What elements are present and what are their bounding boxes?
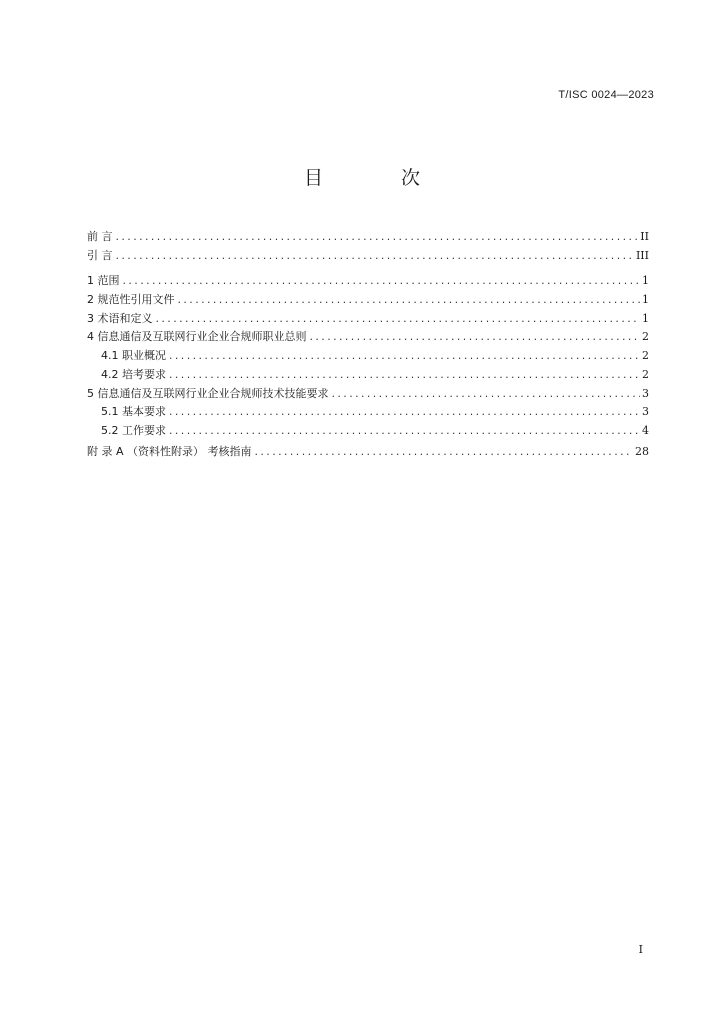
toc-entry-label: 引 言 xyxy=(87,248,113,262)
toc-entry-label: 3 术语和定义 xyxy=(87,311,153,325)
toc-entry-page: 4 xyxy=(642,423,649,437)
toc-entry-section-5-2[interactable] xyxy=(87,422,649,441)
table-of-contents xyxy=(87,228,649,461)
toc-entry-normative-references[interactable] xyxy=(87,291,649,310)
toc-dot-leader xyxy=(169,368,640,381)
document-code: T/ISC 0024—2023 xyxy=(558,89,654,101)
toc-entry-section-4-1[interactable] xyxy=(87,347,649,366)
toc-entry-page: 3 xyxy=(642,386,649,400)
toc-entry-introduction[interactable] xyxy=(87,247,649,266)
toc-dot-leader xyxy=(123,274,641,287)
toc-dot-leader xyxy=(178,293,641,306)
toc-entry-page: II xyxy=(640,230,649,243)
toc-entry-terms[interactable] xyxy=(87,310,649,329)
toc-entry-page: 2 xyxy=(642,349,649,363)
toc-entry-label: 2 规范性引用文件 xyxy=(87,293,175,307)
toc-entry-section-4-2[interactable] xyxy=(87,366,649,385)
toc-entry-appendix-a[interactable] xyxy=(87,443,649,462)
toc-dot-leader xyxy=(310,330,641,343)
toc-entry-page: 2 xyxy=(642,330,649,344)
toc-entry-label: 5.1 基本要求 xyxy=(101,405,166,419)
toc-entry-label: 4.1 职业概况 xyxy=(101,349,166,363)
toc-dot-leader xyxy=(332,387,641,400)
toc-entry-label: 4.2 培考要求 xyxy=(101,367,166,381)
toc-entry-section-4[interactable] xyxy=(87,328,649,347)
toc-entry-page: 1 xyxy=(642,274,649,288)
toc-entry-page: III xyxy=(635,248,649,262)
toc-dot-leader xyxy=(255,445,633,458)
toc-dot-leader xyxy=(169,424,640,437)
toc-entry-label: 前 言 xyxy=(87,230,113,243)
toc-entry-label: 附 录 A （资料性附录） 考核指南 xyxy=(87,444,252,458)
toc-dot-leader xyxy=(169,349,640,362)
toc-title: 目 次 xyxy=(303,167,457,189)
toc-entry-label: 5.2 工作要求 xyxy=(101,423,166,437)
toc-entry-foreword[interactable] xyxy=(87,228,649,247)
toc-entry-label: 5 信息通信及互联网行业企业合规师技术技能要求 xyxy=(87,386,329,400)
toc-dot-leader xyxy=(156,312,641,325)
toc-dot-leader xyxy=(116,249,634,262)
toc-entry-section-5[interactable] xyxy=(87,385,649,404)
toc-entry-page: 3 xyxy=(642,405,649,419)
toc-entry-label: 4 信息通信及互联网行业企业合规师职业总则 xyxy=(87,330,307,344)
toc-dot-leader xyxy=(116,230,639,243)
toc-entry-page: 1 xyxy=(642,293,649,307)
toc-entry-page: 1 xyxy=(642,311,649,325)
toc-entry-page: 28 xyxy=(635,444,649,458)
toc-entry-label: 1 范围 xyxy=(87,274,120,288)
toc-entry-page: 2 xyxy=(642,367,649,381)
page-number: I xyxy=(638,943,643,956)
toc-dot-leader xyxy=(169,405,640,418)
toc-entry-section-5-1[interactable] xyxy=(87,403,649,422)
toc-entry-scope[interactable] xyxy=(87,272,649,291)
